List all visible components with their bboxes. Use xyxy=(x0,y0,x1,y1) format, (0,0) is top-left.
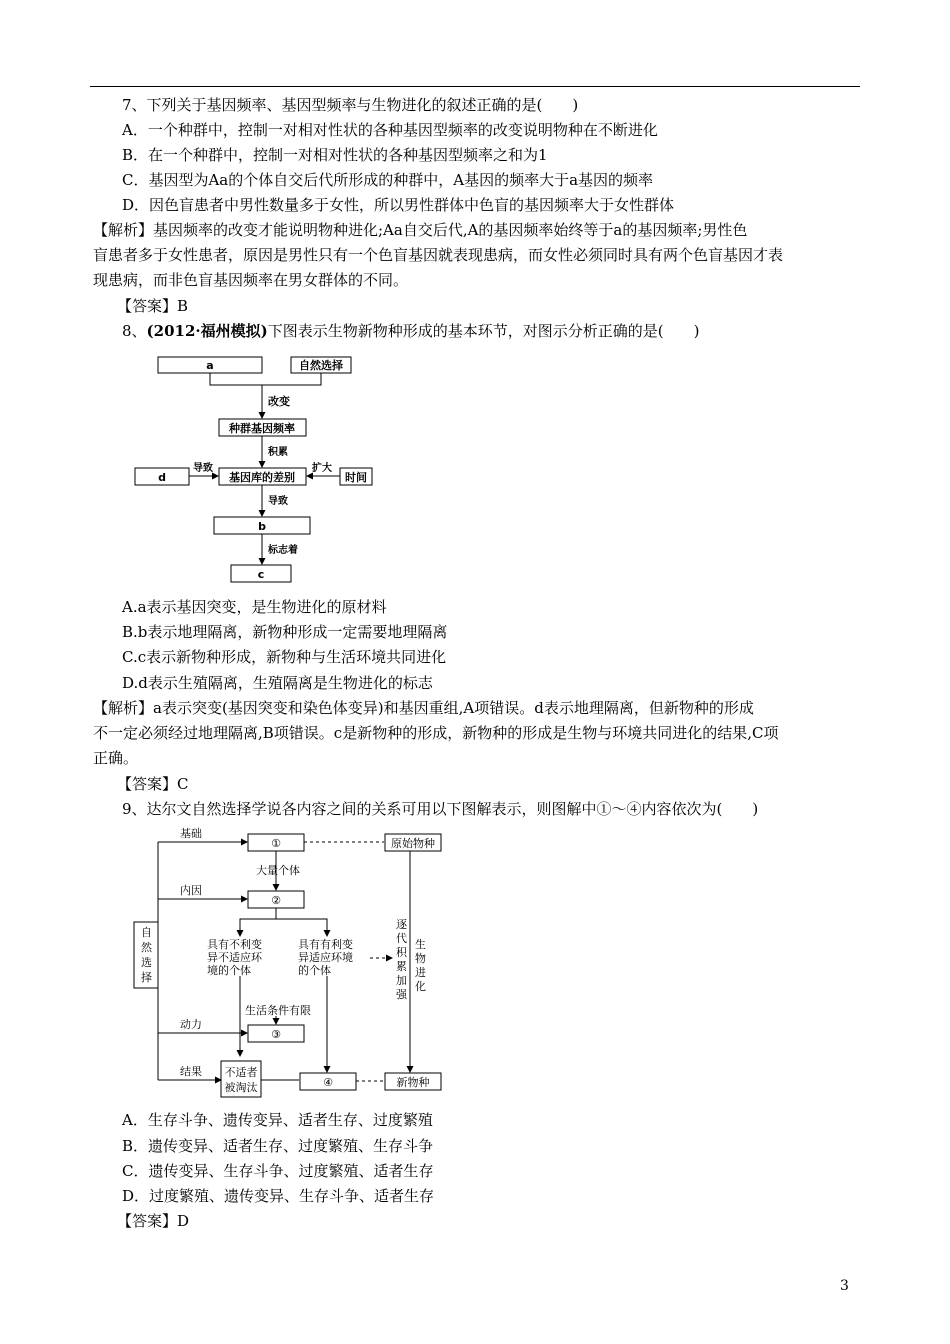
q8-option-d: D.d表示生殖隔离，生殖隔离是生物进化的标志 xyxy=(122,674,433,692)
label-natural-selection: 自然选择 xyxy=(299,359,343,372)
label-unfavorable-2: 异不适应环 xyxy=(207,951,262,964)
q7-stem: 7、下列关于基因频率、基因型频率与生物进化的叙述正确的是( ) xyxy=(122,96,579,114)
label-box-3: ③ xyxy=(271,1028,281,1041)
label-accum-1: 逐 xyxy=(396,918,407,931)
q7-answer: 【答案】B xyxy=(117,297,189,315)
label-many-individuals: 大量个体 xyxy=(256,864,300,877)
q8-stem-number: 8、 xyxy=(122,322,147,340)
label-lead2: 导致 xyxy=(268,496,288,507)
label-favorable-3: 的个体 xyxy=(298,964,331,977)
q7-option-c: C．基因型为Aa的个体自交后代所形成的种群中，A基因的频率大于a基因的频率 xyxy=(122,171,654,189)
label-marker: 标志着 xyxy=(268,545,298,556)
label-b: b xyxy=(258,520,266,533)
label-a: a xyxy=(206,359,214,372)
q8-option-b: B.b表示地理隔离，新物种形成一定需要地理隔离 xyxy=(122,623,448,641)
label-box-2: ② xyxy=(271,894,281,907)
label-favorable-1: 具有有利变 xyxy=(298,938,353,951)
label-result: 结果 xyxy=(180,1065,202,1078)
q7-analysis-line1: 【解析】基因频率的改变才能说明物种进化;Aa自交后代,A的基因频率始终等于a的基因频率;男性色 xyxy=(93,221,748,239)
label-gene-frequency: 种群基因频率 xyxy=(229,422,295,435)
label-unfavorable-1: 具有不利变 xyxy=(207,938,262,951)
q8-answer: 【答案】C xyxy=(117,775,189,793)
label-accum-2: 代 xyxy=(396,932,407,945)
label-internal: 内因 xyxy=(180,884,202,897)
label-c: c xyxy=(257,568,265,581)
page-number: 3 xyxy=(840,1278,849,1294)
label-gene-pool-diff: 基因库的差别 xyxy=(229,471,295,484)
label-ns-4: 择 xyxy=(141,971,152,984)
label-change: 改变 xyxy=(268,395,290,408)
label-basis: 基础 xyxy=(180,827,202,840)
q9-option-d: D．过度繁殖、遗传变异、生存斗争、适者生存 xyxy=(122,1187,435,1205)
q8-option-c: C.c表示新物种形成，新物种与生活环境共同进化 xyxy=(122,648,447,666)
label-limited-conditions: 生活条件有限 xyxy=(245,1004,311,1017)
q9-option-c: C．遗传变异、生存斗争、过度繁殖、适者生存 xyxy=(122,1162,434,1180)
label-box-4: ④ xyxy=(323,1076,333,1089)
label-box-1: ① xyxy=(271,837,281,850)
q8-analysis-line2: 不一定必须经过地理隔离,B项错误。c是新物种的形成，新物种的形成是生物与环境共同进化的结果,C项 xyxy=(93,724,779,742)
branch-unfavorable xyxy=(240,908,276,936)
label-ns-3: 选 xyxy=(141,956,152,969)
label-original-species: 原始物种 xyxy=(391,837,435,850)
q8-stem-source: (2012·福州模拟) xyxy=(146,322,268,340)
label-new-species: 新物种 xyxy=(396,1076,430,1089)
label-time: 时间 xyxy=(345,471,367,484)
label-eliminated-2: 被淘汰 xyxy=(224,1081,258,1094)
label-power: 动力 xyxy=(180,1018,202,1031)
label-accum-4: 累 xyxy=(396,960,407,973)
label-accum-6: 强 xyxy=(396,988,407,1001)
label-evolution-3: 进 xyxy=(415,966,426,979)
label-accumulate: 积累 xyxy=(268,447,288,458)
label-evolution-4: 化 xyxy=(415,980,426,993)
q8-option-a: A.a表示基因突变，是生物进化的原材料 xyxy=(122,598,387,616)
branch-favorable xyxy=(276,919,327,936)
q7-option-b: B．在一个种群中，控制一对相对性状的各种基因型频率之和为1 xyxy=(122,146,548,164)
label-ns-1: 自 xyxy=(141,926,152,939)
label-unfavorable-3: 境的个体 xyxy=(207,964,251,977)
q7-option-a: A．一个种群中，控制一对相对性状的各种基因型频率的改变说明物种在不断进化 xyxy=(122,121,658,139)
q7-option-d: D．因色盲患者中男性数量多于女性，所以男性群体中色盲的基因频率大于女性群体 xyxy=(122,196,675,214)
label-favorable-2: 异适应环境 xyxy=(298,951,353,964)
label-accum-5: 加 xyxy=(396,974,407,987)
label-expand: 扩大 xyxy=(312,463,332,474)
q8-analysis-line1: 【解析】a表示突变(基因突变和染色体变异)和基因重组,A项错误。d表示地理隔离，但新物种的形成 xyxy=(93,699,754,717)
q9-answer: 【答案】D xyxy=(117,1212,190,1230)
label-eliminated-1: 不适者 xyxy=(224,1066,258,1079)
label-evolution-2: 物 xyxy=(415,952,426,965)
label-lead1: 导致 xyxy=(193,463,213,474)
label-accum-3: 积 xyxy=(396,946,407,959)
label-d: d xyxy=(158,471,166,484)
q7-analysis-line3: 现患病，而非色盲基因频率在男女群体的不同。 xyxy=(93,271,409,289)
q8-stem-text: 下图表示生物新物种形成的基本环节，对图示分析正确的是( ) xyxy=(267,322,700,340)
q7-analysis-line2: 盲患者多于女性患者，原因是男性只有一个色盲基因就表现患病，而女性必须同时具有两个色盲基因才表 xyxy=(93,246,784,264)
label-evolution-1: 生 xyxy=(415,938,426,951)
q9-stem: 9、达尔文自然选择学说各内容之间的关系可用以下图解表示，则图解中①～④内容依次为( ) xyxy=(122,800,759,818)
label-ns-2: 然 xyxy=(141,941,152,954)
q9-option-a: A．生存斗争、遗传变异、适者生存、过度繁殖 xyxy=(122,1111,433,1129)
q8-analysis-line3: 正确。 xyxy=(93,749,139,767)
q9-option-b: B．遗传变异、适者生存、过度繁殖、生存斗争 xyxy=(122,1137,434,1155)
